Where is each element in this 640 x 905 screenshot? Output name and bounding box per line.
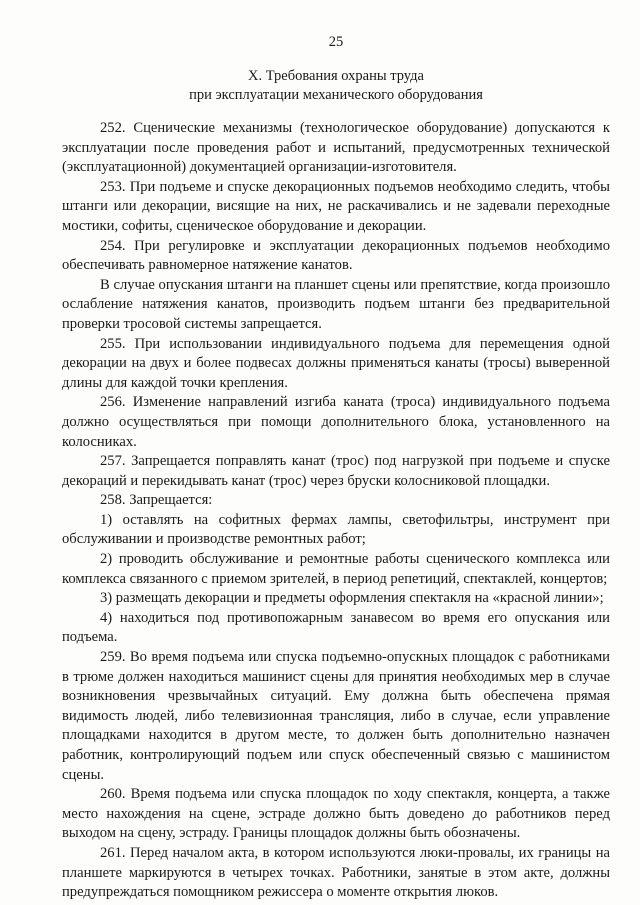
section-body	[62, 119, 610, 903]
paragraph-256: 256. Изменение направлений изгиба каната (троса) индивидуального подъема должно осуществляться при помощи дополнительного блока, установленного на колосниках.	[62, 394, 610, 450]
list-item-258-2: 2) проводить обслуживание и ремонтные работы сценического комплекса или комплекса связанного с приемом зрителей, в период репетиций, спектаклей, концертов;	[62, 551, 610, 587]
section-title-line-2: при эксплуатации механического оборудования	[189, 87, 483, 103]
list-item-258-1: 1) оставлять на софитных фермах лампы, светофильтры, инструмент при обслуживании и производстве ремонтных работ;	[62, 511, 610, 548]
paragraph-261: 261. Перед началом акта, в котором используются люки-провалы, их границы на планшете маркируются в четырех точках. Работники, занятые в этом акте, должны предупреждаться помощником режиссера о моменте открытия люков.	[62, 844, 610, 901]
paragraph-258: 258. Запрещается:	[100, 492, 213, 509]
paragraph-260: 260. Время подъема или спуска площадок по ходу спектакля, концерта, а также место нахождения на сцене, эстраде должно быть доведено до работников перед выходом на сцену, эстраду. Границы площадок должны быть обозначены.	[62, 786, 610, 842]
section-title-line-1: X. Требования охраны труда	[248, 68, 424, 84]
paragraph-252: 252. Сценические механизмы (технологическое оборудование) допускаются к эксплуатации после проведения работ и испытаний, предусмотренных технической (эксплуатационной) документацией организации-изготовителя.	[62, 120, 610, 176]
paragraph-254-continued: В случае опускания штанги на планшет сцены или препятствие, когда произошло ослабление натяжения канатов, производить подъем штанги без предварительной проверки тросовой системы запрещается.	[62, 276, 610, 332]
paragraph-255: 255. При использовании индивидуального подъема для перемещения одной декорации на двух и более подвесах должны применяться канаты (тросы) выверенной длины для каждой точки крепления.	[62, 335, 610, 391]
list-item-258-4: 4) находиться под противопожарным занавесом во время его опускания или подъема.	[62, 609, 610, 646]
section-title	[62, 67, 610, 105]
paragraph-253: 253. При подъеме и спуске декорационных подъемов необходимо следить, чтобы штанги или декорации, висящие на них, не раскачивались и не задевали переходные мостики, софиты, сценическое оборудование и декорации.	[62, 178, 610, 234]
list-item-258-3: 3) размещать декорации и предметы оформления спектакля на «красной линии»;	[100, 590, 604, 607]
paragraph-259: 259. Во время подъема или спуска подъемно-опускных площадок с работниками в трюме должен находиться машинист сцены для принятия необходимых мер в случае возникновения чрезвычайных ситуаций. Ему должна быть обеспечена прямая видимость людей, либо телевизионная трансляция, либо в случае, если управление площадками находится в другом месте, то должен быть дополнительно назначен работник, контролирующий подъем или спуск обеспеченный связью с машинистом сцены.	[62, 649, 610, 783]
paragraph-257: 257. Запрещается поправлять канат (трос) под нагрузкой при подъеме и спуске декораций и перекидывать канат (трос) через бруски колосниковой площадки.	[62, 453, 610, 489]
page-number: 25	[328, 34, 344, 50]
paragraph-254: 254. При регулировке и эксплуатации декорационных подъемов необходимо обеспечивать равномерное натяжение канатов.	[62, 237, 610, 274]
